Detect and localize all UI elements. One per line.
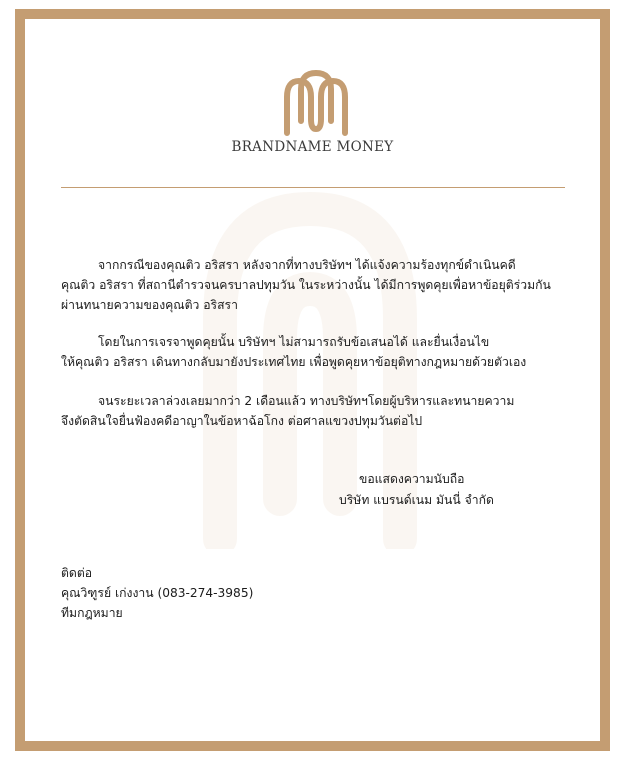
brand-name: BRANDNAME MONEY [231, 139, 394, 155]
paragraph-line: ให้คุณติว อริสรา เดินทางกลับมายังประเทศไทย เพื่อพูดคุยหาข้อยุติทางกฎหมายด้วยตัวเอง [61, 355, 527, 369]
closing-text: ขอแสดงความนับถือ [359, 472, 465, 486]
paragraph-line: คุณติว อริสรา ที่สถานีตำรวจนครบาลปทุมวัน ในระหว่างนั้น ได้มีการพูดคุยเพื่อหาข้อยุติร่วมกัน [61, 278, 551, 292]
paragraph-line: จากกรณีของคุณติว อริสรา หลังจากที่ทางบริษัทฯ ได้แจ้งความร้องทุกข์ดำเนินคดี [98, 258, 516, 272]
paragraph-line: จนระยะเวลาล่วงเลยมากว่า 2 เดือนแล้ว ทางบริษัทฯโดยผู้บริหารและทนายความ [98, 394, 515, 408]
paragraph-line: จึงตัดสินใจยื่นฟ้องคดีอาญาในข้อหาฉ้อโกง ต่อศาลแขวงปทุมวันต่อไป [61, 414, 423, 428]
contact-heading: ติดต่อ [61, 566, 93, 580]
contact-person: คุณวิฑูรย์ เก่งงาน (083-274-3985) [61, 586, 254, 600]
signatory-company: บริษัท แบรนด์เนม มันนี่ จำกัด [339, 493, 494, 507]
letter-frame [15, 9, 610, 751]
brand-logo-icon [282, 67, 350, 139]
letter-paragraph-3 [61, 391, 581, 431]
contact-team: ทีมกฎหมาย [61, 606, 123, 620]
letter-paragraph-1 [61, 255, 581, 315]
paragraph-line: ผ่านทนายความของคุณติว อริสรา [61, 298, 238, 312]
contact-block [61, 563, 253, 623]
letter-paragraph-2 [61, 332, 581, 372]
header-divider [61, 187, 565, 188]
paragraph-line: โดยในการเจรจาพูดคุยนั้น บริษัทฯ ไม่สามารถรับข้อเสนอได้ และยื่นเงื่อนไข [98, 335, 490, 349]
